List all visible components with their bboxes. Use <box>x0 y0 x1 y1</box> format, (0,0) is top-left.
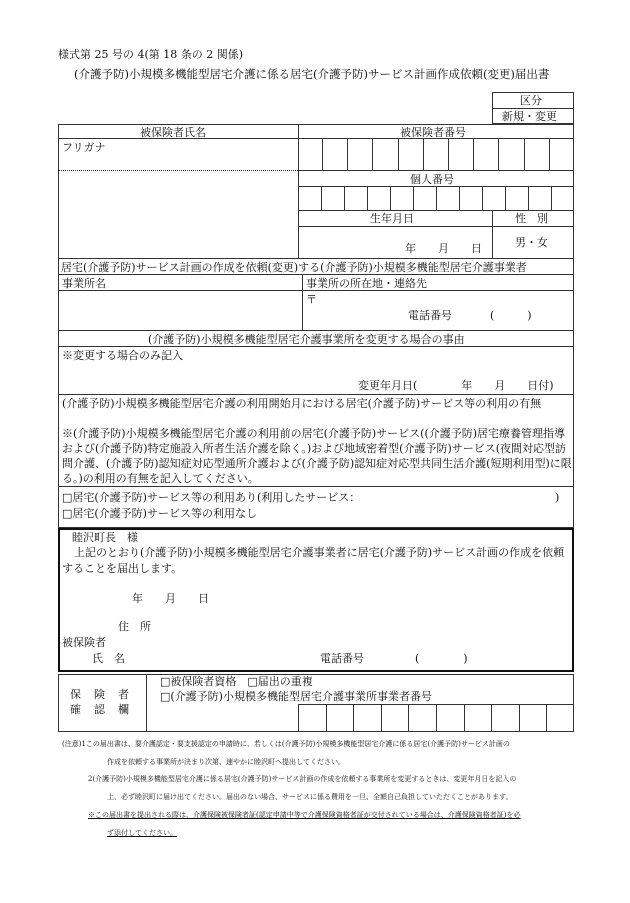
usage-option-yes[interactable]: □居宅(介護予防)サービス等の利用あり(利用したサービス： <box>62 491 361 504</box>
note-1-line-2: 作成を依頼する事業所が決まり次第、速やかに睦沢町へ提出してください。 <box>107 758 345 766</box>
category-value: 新規・変更 <box>502 110 557 123</box>
office-number-boxes[interactable] <box>298 704 574 732</box>
office-section-title: 居宅(介護予防)サービス計画の作成を依頼(変更)する(介護予防)小規模多機能型居宅介護事業者 <box>61 261 527 274</box>
note-3-line-1: ※この届出書を提出される際は、介護保険被保険者証(認定申請中等で介護保険資格者証が交付されている場合は、介護保険資格者証)を必 <box>88 811 521 819</box>
insured-number-boxes[interactable] <box>322 138 574 170</box>
insured-number-header: 被保険者番号 <box>400 126 466 139</box>
office-name-label: 事業所名 <box>62 277 106 290</box>
sex-label: 性 別 <box>515 212 548 225</box>
office-address-label: 事業所の所在地・連絡先 <box>306 277 427 290</box>
declaration-insured-label: 被保険者 <box>62 636 106 649</box>
change-note: ※変更する場合のみ記入 <box>62 349 183 362</box>
declaration-date[interactable]: 年 月 日 <box>132 592 209 605</box>
form-title: (介護予防)小規模多機能型居宅介護に係る居宅(介護予防)サービス計画作成依頼(変更)届出書 <box>74 67 550 81</box>
furigana-divider <box>58 170 298 171</box>
note-1-line-1: (注意)1この届出書は、要介護認定・要支援認定の申請時に、若しくは(介護予防)小規模多機能型居宅介護に係る居宅(介護予防)サービス計画の <box>62 740 510 748</box>
declaration-addressee: 睦沢町長 様 <box>72 531 138 544</box>
note-2-line-2: 上、必ず睦沢町に届け出てください。届出のない場合、サービスに係る費用を一旦、全額自己負担していただくことがあります。 <box>107 793 513 801</box>
declaration-phone-label: 電話番号 <box>320 652 364 665</box>
insurer-label-2: 確 認 欄 <box>70 703 130 716</box>
form-number: 様式第 25 号の 4(第 18 条の 2 関係) <box>58 48 244 61</box>
category-label: 区分 <box>520 94 542 107</box>
insurer-label-1: 保 険 者 <box>70 688 130 701</box>
change-section-title: (介護予防)小規模多機能型居宅介護事業所を変更する場合の事由 <box>148 333 465 346</box>
declaration-body: 上記のとおり(介護予防)小規模多機能型居宅介護事業者に居宅(介護予防)サービス計画の作成を依頼することを届出します。 <box>62 546 565 575</box>
insurer-check-1[interactable]: □被保険者資格 □届出の重複 <box>160 675 313 688</box>
note-2-line-1: 2(介護予防)小規模多機能型居宅介護に係る居宅(介護予防)サービス計画の作成を依頼する事業所を変更するときは、変更年月日を記入の <box>88 775 517 783</box>
usage-option-no[interactable]: □居宅(介護予防)サービス等の利用なし <box>62 507 257 520</box>
declaration-name-label: 氏 名 <box>92 652 125 665</box>
sex-value[interactable]: 男・女 <box>515 236 548 249</box>
usage-option-yes-close: ) <box>555 491 560 504</box>
birthdate-fields[interactable]: 年 月 日 <box>405 242 482 255</box>
personal-number-label: 個人番号 <box>410 173 454 186</box>
usage-instruction: ※(介護予防)小規模多機能型居宅介護の利用前の居宅(介護予防)サービス((介護予防)居宅療養管理指導および(介護予防)特定施設入所者生活介護を除く。)および地域密着型(介護予防)サービス(夜間対応型訪問介護、(介護予防)認知症対応型通所介護および(介護予防)認知症対応型共同生活介護(短期利用型)に限る。)の利用の有無を記入してください。 <box>62 427 572 485</box>
office-phone-paren[interactable]: ( ) <box>490 309 532 322</box>
furigana-label: フリガナ <box>62 141 106 154</box>
office-phone-label: 電話番号 <box>408 309 452 322</box>
personal-number-boxes[interactable] <box>298 186 574 210</box>
postal-mark: 〒 <box>306 293 317 306</box>
insurer-check-2[interactable]: □(介護予防)小規模多機能型居宅介護事業所事業者番号 <box>160 690 432 703</box>
change-date[interactable]: 変更年月日( 年 月 日付) <box>358 379 554 392</box>
declaration-phone-paren[interactable]: ( ) <box>415 652 468 665</box>
birthdate-label: 生年月日 <box>370 212 414 225</box>
note-3-line-2: ず添付してください。 <box>107 829 177 837</box>
insured-name-header: 被保険者氏名 <box>140 126 206 139</box>
declaration-address-label: 住 所 <box>118 620 151 633</box>
usage-question: (介護予防)小規模多機能型居宅介護の利用開始月における居宅(介護予防)サービス等の利用の有無 <box>62 397 542 410</box>
